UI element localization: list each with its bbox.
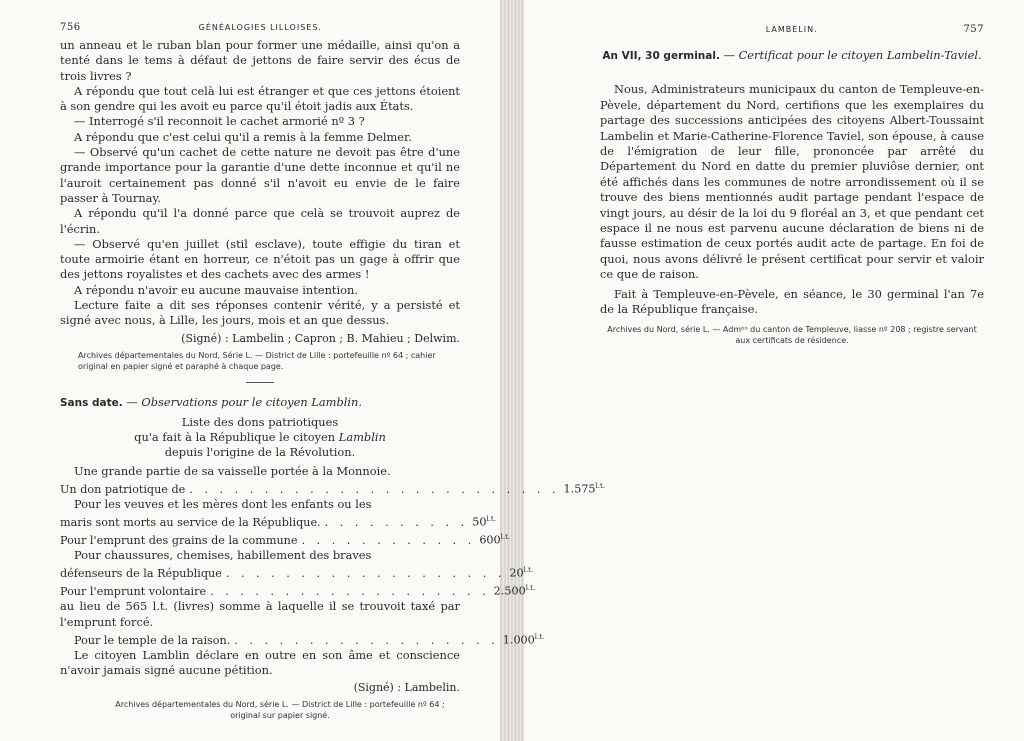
list-title [60, 415, 460, 460]
left-running-head [60, 22, 460, 38]
section-divider [246, 382, 274, 383]
certificate-closing: Fait à Templeuve-en-Pèvele, en séance, le 30 germinal l'an 7e de la République française. [600, 286, 984, 317]
leader-dots: . . . . . . . . . . . . . . . . . . . [210, 585, 490, 599]
right-running-title: LAMBELIN. [765, 25, 818, 34]
paragraph: A répondu que c'est celui qu'il a remis à la femme Delmer. [74, 129, 412, 144]
don-amount: $1.575^{l.t.}$ [563, 481, 606, 496]
don-amount: $2.500^{l.t.}$ [493, 584, 536, 599]
don-label: défenseurs de la République [60, 567, 222, 581]
leader-dots: . . . . . . . . . . . . . . . . . . [234, 633, 499, 647]
paragraph: — Observé qu'en juillet (stil esclave), toute effigie du tiran et toute armoirie étant en horreur, ce n'étoit pas un gage à offrir que des jettons royalistes et des cachets avec des armes ! [60, 236, 460, 282]
paragraph: — Observé qu'un cachet de cette nature ne devoit pas être d'une grande importance pour la garantie d'une dette inconnue et qu'il ne l'auroit certainement pas donné s'il n'avoit eu envie de le faire passer à Tournay. [60, 145, 460, 205]
paragraph: A répondu que tout celà lui est étranger et que ces jettons étoient à son gendre qui les avoit eu parce qu'il étoit jadis aux États. [60, 83, 460, 114]
don-row [60, 479, 606, 497]
paragraph: — Interrogé s'il reconnoit le cachet armorié nº 3 ? [74, 114, 365, 129]
don-amount: $50^{l.t.}$ [472, 515, 496, 529]
leader-dots: . . . . . . . . . . . . [301, 533, 476, 547]
heading-label: An VII, 30 germinal. [602, 50, 720, 62]
paragraph: A répondu n'avoir eu aucune mauvaise intention. [74, 282, 358, 297]
archive-note: Archives départementales du Nord, série L. — District de Lille : portefeuille nº 64 ; original sur papier signé. [115, 700, 445, 721]
don-row [60, 581, 536, 599]
leader-dots: . . . . . . . . . . . . . . . . . . . . . . . . . [189, 482, 560, 496]
don-label: Pour le temple de la raison. [74, 633, 231, 647]
don-amount: $1.000^{l.t.}$ [502, 632, 545, 647]
certificate-heading [600, 48, 984, 64]
don-row [60, 530, 511, 548]
don-row [60, 512, 496, 530]
don-pre: Pour les veuves et les mères dont les enfants ou les [74, 496, 372, 511]
paragraph: Lecture faite a dit ses réponses contenir vérité, y a persisté et signé avec nous, à Lille, les jours, mois et an que dessus. [60, 298, 460, 328]
don-label: Pour l'emprunt volontaire [60, 585, 207, 599]
don-amount: $20^{l.t.}$ [509, 566, 534, 581]
declaration-signature: (Signé) : Lambelin. [353, 681, 460, 695]
list-title-line [60, 430, 460, 445]
section-title: — Observations pour le citoyen Lamblin. [126, 394, 363, 409]
leader-dots: . . . . . . . . . . [324, 515, 469, 529]
paragraph: A répondu qu'il l'a donné parce que celà se trouvoit auprez de l'écrin. [60, 206, 460, 236]
don-pre: Pour chaussures, chemises, habillement des braves [74, 548, 372, 563]
left-page-number: 756 [60, 22, 81, 33]
list-title-prefix: qu'a fait à la République le citoyen [134, 429, 339, 444]
right-page [520, 0, 1024, 741]
don-label: maris sont morts au service de la République. [60, 515, 321, 529]
don-row [60, 563, 534, 581]
don-label: Pour l'emprunt des grains de la commune [60, 533, 298, 547]
don-row [60, 630, 545, 648]
list-title-line: depuis l'origine de la Révolution. [164, 444, 356, 459]
declaration: Le citoyen Lamblin déclare en outre en son âme et conscience n'avoir jamais signé aucune pétition. [60, 647, 460, 678]
list-title-name: Lamblin [338, 429, 386, 444]
heading-title: — Certificat pour le citoyen Lambelin-Taviel. [723, 48, 982, 62]
right-running-head [600, 24, 984, 40]
list-title-line: Liste des dons patriotiques [181, 414, 339, 429]
left-running-title: GÉNÉALOGIES LILLOISES. [198, 23, 322, 32]
right-page-number: 757 [963, 24, 984, 35]
certificate-body: Nous, Administrateurs municipaux du canton de Templeuve-en-Pèvele, département du Nord, certifions que les exemplaires du partage des successions anticipées des citoyens Albert-Toussaint Lambelin et Marie-Catherine-Florence Taviel, son épouse, à cause de l'émigration de leur fille, prononcée par arrêté du Département du Nord en datte du premier pluviôse dernier, ont été affichés dans les communes de notre arrondissement où il se trouve des biens mentionnés audit partage pendant l'espace de vingt jours, au désir de la loi du 9 floréal an 3, et que pendant cet espace il ne nous est parvenu aucune déclaration de biens ni de fausse estimation de ceux portés audit acte de partage. En foi de quoi, nous avons délivré le présent certificat pour servir et valoir ce que de raison. [600, 82, 984, 282]
signatures: (Signé) : Lambelin ; Capron ; B. Mahieu ; Delwim. [181, 331, 460, 345]
archive-note: Archives du Nord, série L. — Admᵒⁿ du canton de Templeuve, liasse nº 208 ; registre servant aux certificats de résidence. [607, 324, 977, 345]
paragraph: un anneau et le ruban blan pour former une médaille, ainsi qu'on a tenté dans le tems à défaut de jettons de faire servir des écus de trois livres ? [60, 38, 460, 83]
section-label: Sans date. [60, 396, 123, 409]
archive-note: Archives départementales du Nord, Série L. — District de Lille : portefeuille nº 64 ; cahier original en papier signé et paraphé à chaque page. [78, 350, 436, 371]
don-amount: $600^{l.t.}$ [479, 533, 511, 547]
section-heading [60, 395, 460, 411]
leader-dots: . . . . . . . . . . . . . . . . . . . [225, 567, 506, 581]
don-label: Un don patriotique de [60, 482, 186, 496]
dons-intro: Une grande partie de sa vaisselle portée à la Monnoie. [74, 463, 391, 478]
emprunt-note: au lieu de 565 l.t. (livres) somme à laquelle il se trouvoit taxé par l'emprunt forcé. [60, 599, 460, 629]
